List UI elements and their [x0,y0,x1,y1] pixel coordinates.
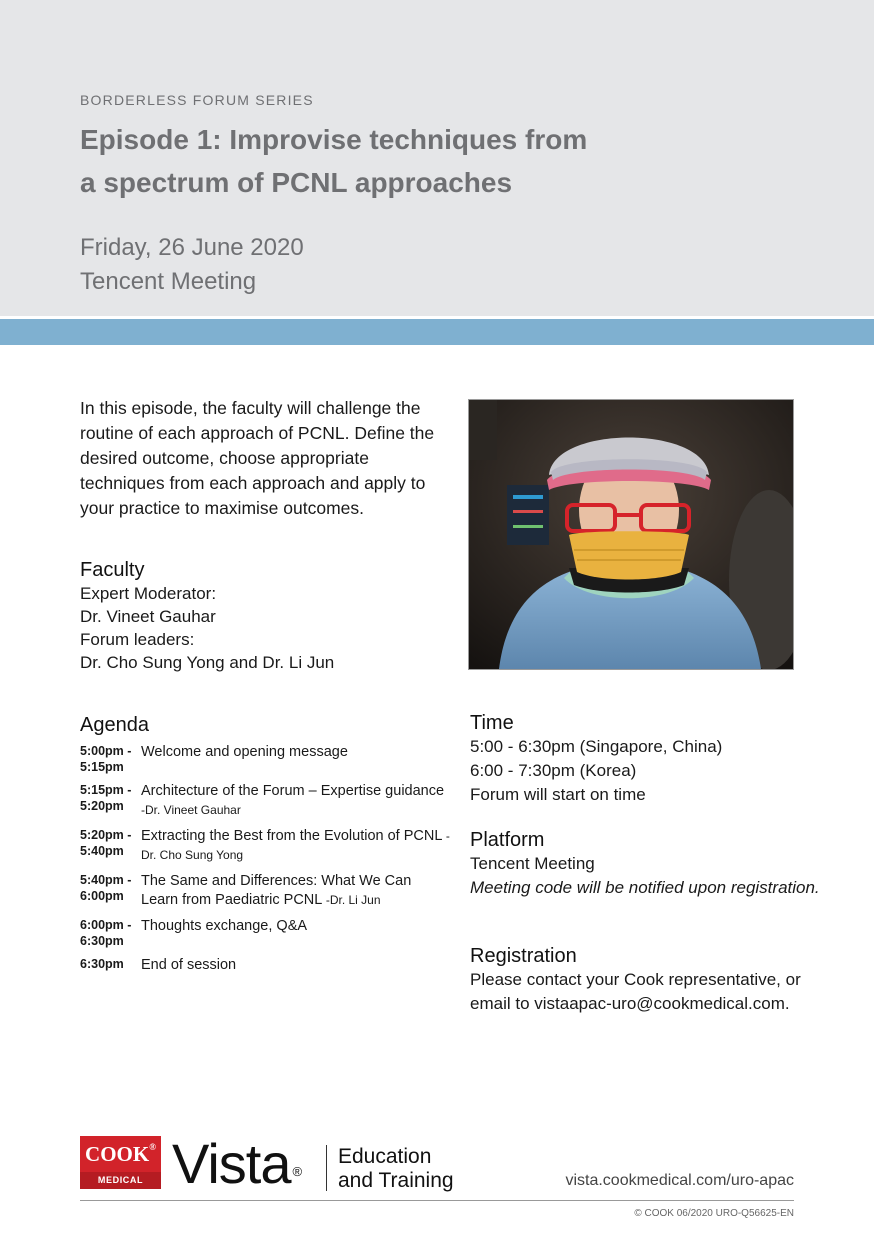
title-line-2: a spectrum of PCNL approaches [80,167,513,198]
agenda-time [80,917,141,949]
registration-heading: Registration [470,945,577,967]
logo-divider [326,1145,327,1191]
vista-logo [172,1132,301,1196]
agenda-desc [141,917,307,949]
agenda-end: 5:40pm [80,844,124,858]
agenda-end: 5:15pm [80,760,124,774]
registration-section [470,944,830,1016]
vista-wordmark: Vista [172,1132,291,1195]
footer-divider [80,1200,794,1201]
surgeon-photo [468,399,794,670]
footer-url[interactable]: vista.cookmedical.com/uro-apac [565,1172,794,1189]
edu-line-2: and Training [338,1169,454,1192]
medical-label: MEDICAL [80,1172,161,1189]
time-line-3: Forum will start on time [470,785,646,804]
agenda-desc [141,827,450,865]
event-date: Friday, 26 June 2020 [80,234,304,261]
agenda-row [80,917,450,949]
agenda-time [80,872,141,910]
cook-registered-mark: ® [149,1142,156,1152]
time-line-1: 5:00 - 6:30pm (Singapore, China) [470,737,723,756]
agenda-title: The Same and Differences: What We Can Learn from Paediatric PCNL [141,873,412,908]
intro-paragraph: In this episode, the faculty will challenge the routine of each approach of PCNL. Define the desired outcome, choose appropriate techniques from each approach and apply to your practice to maximise outcomes. [80,398,435,518]
education-training-label [338,1145,454,1193]
agenda-row [80,782,450,820]
cook-medical-logo [80,1136,161,1189]
agenda-desc [141,782,450,820]
cook-wordmark: COOK [85,1142,150,1166]
time-line-2: 6:00 - 7:30pm (Korea) [470,761,637,780]
title-line-1: Episode 1: Improvise techniques from [80,124,588,155]
agenda-time [80,956,141,975]
event-venue: Tencent Meeting [80,268,257,295]
platform-heading: Platform [470,829,545,851]
agenda-start: 5:20pm - [80,828,132,842]
moderator-name: Dr. Vineet Gauhar [80,607,216,626]
faculty-section [80,558,450,674]
time-section [470,711,830,807]
agenda-row [80,956,450,975]
leaders-label: Forum leaders: [80,630,195,649]
agenda-desc [141,956,236,975]
page-title [80,118,640,204]
agenda-time [80,782,141,820]
surgeon-photo-illustration [469,400,793,669]
cook-logo-text [80,1142,161,1167]
agenda-title: Welcome and opening message [141,744,348,760]
agenda-heading: Agenda [80,714,149,736]
platform-section [470,828,830,900]
agenda-title: Thoughts exchange, Q&A [141,918,308,934]
platform-note: Meeting code will be notified upon registration. [470,878,820,897]
agenda-title: Extracting the Best from the Evolution of PCNL [141,828,446,844]
faculty-heading: Faculty [80,559,145,581]
agenda-speaker: -Dr. Vineet Gauhar [141,803,241,817]
agenda-time [80,743,141,775]
agenda-desc [141,872,450,910]
agenda-speaker: -Dr. Li Jun [325,893,381,907]
agenda-start: 5:15pm - [80,783,132,797]
copyright-text: © COOK 06/2020 URO-Q56625-EN [634,1208,794,1219]
series-label: BORDERLESS FORUM SERIES [80,92,314,108]
agenda-title: End of session [141,957,237,973]
agenda-start: 6:00pm - [80,918,132,932]
vista-registered-mark: ® [292,1164,302,1179]
agenda-row [80,743,450,775]
agenda-row [80,827,450,865]
time-heading: Time [470,712,514,734]
header-banner [0,0,874,316]
agenda-title: Architecture of the Forum – Expertise guidance [141,783,445,799]
agenda-start: 6:30pm [80,957,124,971]
platform-name: Tencent Meeting [470,854,595,873]
agenda-row [80,872,450,910]
agenda-time [80,827,141,865]
agenda-end: 6:00pm [80,889,124,903]
agenda-desc [141,743,348,775]
edu-line-1: Education [338,1145,432,1168]
moderator-label: Expert Moderator: [80,584,217,603]
registration-text: Please contact your Cook representative, or email to vistaapac-uro@cookmedical.com. [470,970,801,1013]
agenda-end: 6:30pm [80,934,124,948]
accent-stripe [0,319,874,345]
agenda-start: 5:00pm - [80,744,132,758]
agenda-end: 5:20pm [80,799,124,813]
leaders-names: Dr. Cho Sung Yong and Dr. Li Jun [80,653,335,672]
agenda-speaker: -Dr. Cho Sung Yong [141,829,450,862]
agenda-start: 5:40pm - [80,873,132,887]
agenda-section [80,714,450,982]
